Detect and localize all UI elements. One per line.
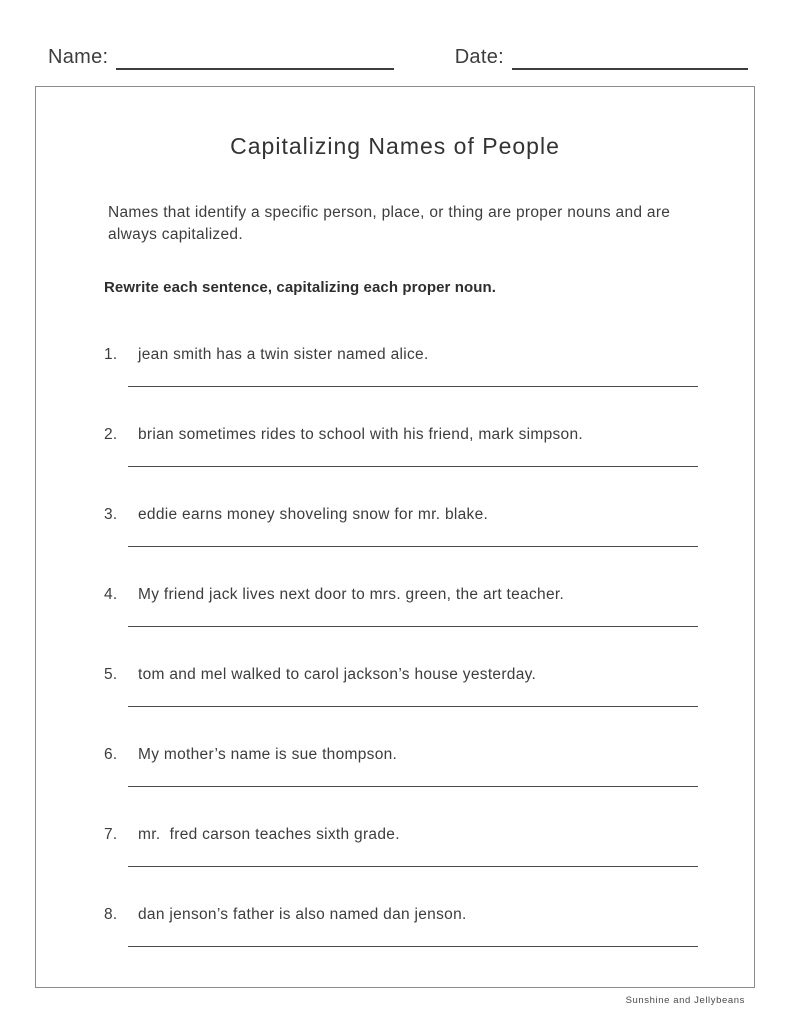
credit-text: Sunshine and Jellybeans [625, 995, 745, 1006]
name-field [48, 46, 394, 70]
sentence-row [104, 504, 754, 526]
item-sentence: My friend jack lives next door to mrs. green, the art teacher. [138, 585, 565, 603]
worksheet-box [35, 86, 755, 988]
item-number: 2. [104, 425, 118, 443]
header-row [48, 46, 748, 70]
item-sentence: eddie earns money shoveling snow for mr. blake. [138, 505, 489, 523]
answer-line [128, 626, 698, 627]
intro-text: Names that identify a specific person, place, or thing are proper nouns and are always capitalized. [108, 204, 671, 244]
page-title: Capitalizing Names of People [230, 133, 560, 159]
sentence-row [104, 664, 754, 686]
item-number: 7. [104, 825, 118, 843]
sentence-row [104, 424, 754, 446]
list-item [104, 904, 754, 984]
name-label: Name: [48, 46, 109, 68]
date-field [455, 46, 748, 70]
date-label: Date: [454, 46, 504, 68]
sentence-row [104, 344, 754, 366]
item-number: 1. [104, 345, 118, 363]
directions-text: Rewrite each sentence, capitalizing each proper noun. [104, 278, 497, 296]
date-blank-line [512, 46, 748, 70]
list-item [104, 664, 754, 744]
item-sentence: tom and mel walked to carol jackson’s house yesterday. [138, 665, 537, 683]
answer-line [128, 786, 698, 787]
item-sentence: mr. fred carson teaches sixth grade. [138, 825, 400, 843]
sentence-row [104, 744, 754, 766]
name-blank-line [116, 46, 394, 70]
list-item [104, 584, 754, 664]
answer-line [128, 866, 698, 867]
answer-line [128, 386, 698, 387]
list-item [104, 504, 754, 584]
answer-line [128, 946, 698, 947]
item-sentence: brian sometimes rides to school with his friend, mark simpson. [138, 425, 584, 443]
sentence-row [104, 824, 754, 846]
sentence-list [104, 344, 754, 984]
answer-line [128, 466, 698, 467]
sentence-row [104, 904, 754, 926]
list-item [104, 344, 754, 424]
item-number: 5. [104, 665, 118, 683]
item-sentence: dan jenson’s father is also named dan jenson. [138, 905, 467, 923]
item-sentence: jean smith has a twin sister named alice. [138, 345, 429, 363]
sentence-row [104, 584, 754, 606]
answer-line [128, 546, 698, 547]
list-item [104, 744, 754, 824]
item-number: 6. [104, 745, 118, 763]
list-item [104, 424, 754, 504]
answer-line [128, 706, 698, 707]
item-number: 4. [104, 585, 118, 603]
item-number: 3. [104, 505, 118, 523]
item-number: 8. [104, 905, 118, 923]
list-item [104, 824, 754, 904]
item-sentence: My mother’s name is sue thompson. [138, 745, 398, 763]
